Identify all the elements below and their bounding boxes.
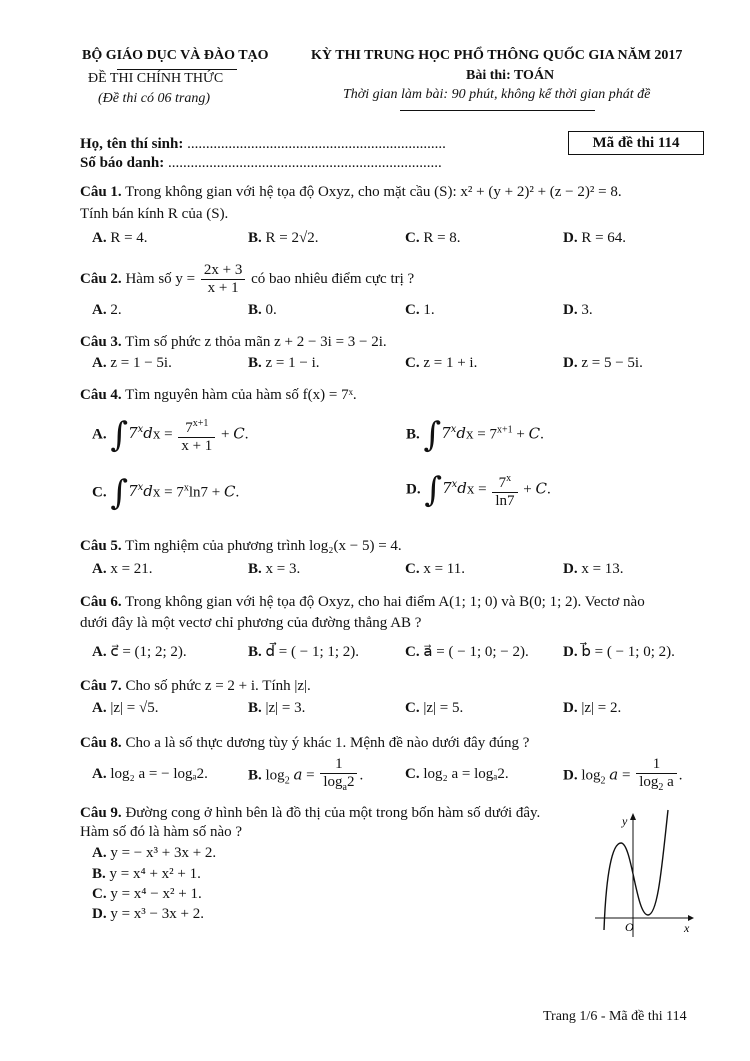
question-6-text: Trong không gian với hệ tọa độ Oxyz, cho hai điểm A(1; 1; 0) và B(0; 1; 2). Vectơ nào [125, 594, 645, 610]
q2-label-c: C. [405, 302, 420, 318]
q5-answer-a[interactable] [92, 561, 153, 578]
q8-label-d: D. [563, 767, 578, 784]
q5-text-b: x = 3. [265, 561, 301, 577]
q6-answer-a[interactable] [92, 642, 187, 661]
q4-label-b: B. [406, 426, 420, 443]
q8-label-b: B. [248, 767, 262, 784]
q1-text-a: R = 4. [110, 230, 148, 246]
candidate-name-label: Họ, tên thí sinh: [80, 136, 184, 152]
q6-answer-b[interactable] [248, 642, 359, 661]
q8-answer-a[interactable] [92, 766, 208, 783]
page-count: (Đề thi có 06 trang) [98, 91, 210, 106]
question-8-label: Câu 8. [80, 735, 122, 751]
q5-label-d: D. [563, 561, 578, 577]
q4-answer-d[interactable]: D. $\int 7^xdx$ = $\frac{7^x}{\ln 7}$ + C. [406, 470, 551, 510]
exam-time: Thời gian làm bài: 90 phút, không kể thời gian phát đề [343, 87, 651, 102]
q9-label-c: C. [92, 886, 107, 902]
question-4 [80, 387, 357, 404]
q3-label-b: B. [248, 355, 262, 371]
question-5-text: Tìm nghiệm của phương trình log₂(x − 5) = 4. [125, 538, 402, 554]
q6-label-b: B. [248, 644, 262, 660]
q3-label-d: D. [563, 355, 578, 371]
q5-label-c: C. [405, 561, 420, 577]
cubic-curve [604, 810, 668, 930]
q7-label-d: D. [563, 700, 578, 716]
q7-label-a: A. [92, 700, 107, 716]
q6-label-a: A. [92, 644, 107, 660]
q9-text-a: y = − x³ + 3x + 2. [110, 845, 217, 861]
q9-label-b: B. [92, 866, 106, 882]
candidate-name-row [80, 136, 446, 153]
q7-label-b: B. [248, 700, 262, 716]
q6-text-a: c⃗ = (1; 2; 2). [110, 644, 187, 660]
q4-label-a: A. [92, 426, 107, 443]
q7-answer-b[interactable] [248, 700, 305, 717]
q7-text-d: |z| = 2. [581, 700, 622, 716]
q9-text-b: y = x⁴ + x² + 1. [109, 866, 201, 882]
q7-answer-d[interactable] [563, 700, 621, 717]
q1-text-c: R = 8. [423, 230, 461, 246]
candidate-name-dots: ..................................................................... [187, 136, 446, 152]
q5-text-a: x = 21. [110, 561, 153, 577]
question-4-label: Câu 4. [80, 387, 122, 403]
question-9-text: Đường cong ở hình bên là đồ thị của một trong bốn hàm số dưới đây. [125, 805, 541, 821]
question-2-label: Câu 2. [80, 270, 122, 287]
q8-label-c: C. [405, 766, 420, 782]
q8-answer-c[interactable] [405, 766, 509, 783]
candidate-id-dots: ......................................................................... [167, 155, 442, 171]
question-7-text: Cho số phức z = 2 + i. Tính |z|. [125, 678, 311, 694]
question-5 [80, 538, 402, 555]
page-footer: Trang 1/6 - Mã đề thi 114 [543, 1009, 687, 1024]
question-6-label: Câu 6. [80, 594, 122, 610]
q3-answer-a[interactable] [92, 355, 172, 372]
question-9-text-2: Hàm số đó là hàm số nào ? [80, 824, 243, 840]
q1-label-b: B. [248, 230, 262, 246]
subject: Bài thi: TOÁN [466, 68, 555, 83]
q9-answer-c[interactable] [92, 886, 202, 903]
exam-title: KỲ THI TRUNG HỌC PHỔ THÔNG QUỐC GIA NĂM 2017 [311, 48, 683, 63]
question-3 [80, 334, 387, 351]
question-7-label: Câu 7. [80, 678, 122, 694]
question-1-text: Trong không gian với hệ tọa độ Oxyz, cho mặt cầu (S): x² + (y + 2)² + (z − 2)² = 8. [125, 184, 622, 200]
question-3-label: Câu 3. [80, 334, 122, 350]
q6-text-d: b⃗ = ( − 1; 0; 2). [581, 644, 675, 660]
q2-label-b: B. [248, 302, 262, 318]
q2-answer-b[interactable] [248, 302, 277, 319]
q3-answer-d[interactable] [563, 355, 643, 372]
q4-label-c: C. [92, 484, 107, 501]
q1-answer-d[interactable] [563, 230, 626, 247]
q4-answer-b[interactable]: B. $\int 7^xdx = 7^{x+1} + C$. [406, 415, 544, 455]
question-1-label: Câu 1. [80, 184, 122, 200]
question-1 [80, 184, 622, 201]
x-axis-label: x [684, 921, 690, 935]
q1-answer-c[interactable] [405, 230, 461, 247]
q2-text-c: 1. [423, 302, 435, 318]
q3-text-c: z = 1 + i. [423, 355, 478, 371]
question-6-text-2: dưới đây là một vectơ chỉ phương của đường thẳng AB ? [80, 615, 422, 631]
q2-numerator: 2x + 3 [201, 262, 245, 280]
q8-text-c: log₂ a = logₐ2. [423, 766, 509, 782]
question-2-pre: Hàm số y = [125, 270, 196, 287]
q9-text-c: y = x⁴ − x² + 1. [110, 886, 202, 902]
q6-text-b: d⃗ = ( − 1; 1; 2). [265, 644, 360, 660]
question-5-label: Câu 5. [80, 538, 122, 554]
q7-answer-c[interactable] [405, 700, 463, 717]
q5-label-b: B. [248, 561, 262, 577]
question-4-text: Tìm nguyên hàm của hàm số f(x) = 7ˣ. [125, 387, 357, 403]
q9-answer-d[interactable] [92, 906, 204, 923]
q9-label-d: D. [92, 906, 107, 922]
q2-answer-d[interactable] [563, 302, 593, 319]
q5-label-a: A. [92, 561, 107, 577]
q7-text-b: |z| = 3. [265, 700, 306, 716]
q6-label-d: D. [563, 644, 578, 660]
q2-denominator: x + 1 [207, 280, 239, 296]
y-axis-label: y [622, 814, 628, 828]
q7-text-a: |z| = √5. [110, 700, 159, 716]
q1-answer-a[interactable] [92, 230, 148, 247]
q4-label-d: D. [406, 481, 421, 498]
q1-label-a: A. [92, 230, 107, 246]
q5-text-d: x = 13. [581, 561, 624, 577]
question-2 [80, 262, 414, 297]
header-rule [400, 110, 595, 111]
header-divider [117, 69, 237, 70]
q3-label-a: A. [92, 355, 107, 371]
question-7 [80, 678, 311, 695]
q5-text-c: x = 11. [423, 561, 465, 577]
candidate-id-row [80, 155, 442, 172]
q2-label-d: D. [563, 302, 578, 318]
question-8-text: Cho a là số thực dương tùy ý khác 1. Mệnh đề nào dưới đây đúng ? [125, 735, 530, 751]
q9-text-d: y = x³ − 3x + 2. [110, 906, 204, 922]
q9-label-a: A. [92, 845, 107, 861]
ministry-name: BỘ GIÁO DỤC VÀ ĐÀO TẠO [82, 48, 269, 63]
q8-label-a: A. [92, 766, 107, 782]
q8-answer-d[interactable]: D. $\log_2 a$ = $\frac{1}{\log_2 a}$ . [563, 756, 683, 793]
q3-text-d: z = 5 − 5i. [581, 355, 643, 371]
q5-answer-c[interactable] [405, 561, 465, 578]
q1-answer-b[interactable] [248, 230, 318, 247]
q6-answer-c[interactable] [405, 642, 529, 661]
q3-text-b: z = 1 − i. [265, 355, 320, 371]
q2-label-a: A. [92, 302, 107, 318]
q2-answer-a[interactable] [92, 302, 122, 319]
origin-label: O [625, 920, 634, 934]
question-9 [80, 805, 540, 822]
q1-label-c: C. [405, 230, 420, 246]
q8-answer-b[interactable]: B. $\log_2 a$ = $\frac{1}{\log_a2}$ . [248, 756, 364, 793]
q6-answer-d[interactable] [563, 642, 675, 661]
q2-answer-c[interactable] [405, 302, 435, 319]
q7-text-c: |z| = 5. [423, 700, 464, 716]
q3-answer-c[interactable] [405, 355, 477, 372]
q2-text-d: 3. [581, 302, 593, 318]
q3-label-c: C. [405, 355, 420, 371]
q6-text-c: a⃗ = ( − 1; 0; − 2). [423, 644, 529, 660]
q9-answer-b[interactable] [92, 866, 201, 883]
question-8 [80, 735, 529, 752]
q3-answer-b[interactable] [248, 355, 320, 372]
question-9-label: Câu 9. [80, 805, 122, 821]
question-2-post: có bao nhiêu điểm cực trị ? [251, 270, 415, 287]
question-6 [80, 594, 645, 611]
q3-text-a: z = 1 − 5i. [110, 355, 172, 371]
q1-label-d: D. [563, 230, 578, 246]
q7-label-c: C. [405, 700, 420, 716]
q8-text-a: log₂ a = − logₐ2. [110, 766, 208, 782]
q1-text-b: R = 2√2. [265, 230, 319, 246]
q1-text-d: R = 64. [581, 230, 627, 246]
q4-answer-a[interactable]: A. $\int 7^xdx$ = $\frac{7^{x+1}}{x + 1}$ + C. [92, 415, 249, 455]
q9-answer-a[interactable] [92, 845, 216, 862]
q6-label-c: C. [405, 644, 420, 660]
candidate-id-label: Số báo danh: [80, 155, 165, 171]
question-1-text-2: Tính bán kính R của (S). [80, 206, 229, 222]
exam-code-box: Mã đề thi 114 [568, 131, 704, 155]
y-axis-arrow [630, 813, 636, 820]
question-3-text: Tìm số phức z thỏa mãn z + 2 − 3i = 3 − 2i. [125, 334, 387, 350]
q7-answer-a[interactable] [92, 700, 158, 717]
function-graph [590, 805, 700, 940]
q2-fraction [201, 262, 245, 297]
q5-answer-d[interactable] [563, 561, 624, 578]
q4-answer-c[interactable]: C. $\int 7^xdx = 7^x\ln 7 + C$. [92, 473, 240, 513]
official-label: ĐỀ THI CHÍNH THỨC [88, 71, 224, 86]
q5-answer-b[interactable] [248, 561, 300, 578]
q2-text-a: 2. [110, 302, 122, 318]
q2-text-b: 0. [265, 302, 277, 318]
